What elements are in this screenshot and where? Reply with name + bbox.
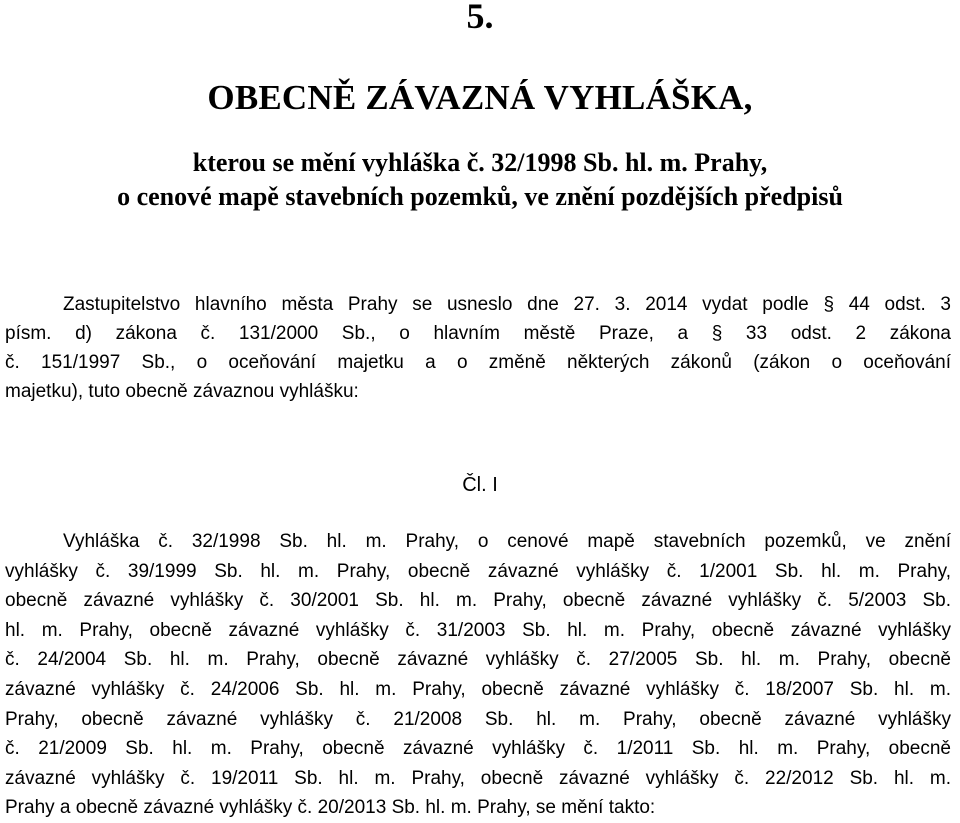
article-line: vyhlášky č. 39/1999 Sb. hl. m. Prahy, obecně závazné vyhlášky č. 1/2001 Sb. hl. m. Prahy, xyxy=(5,560,951,582)
article-line: závazné vyhlášky č. 19/2011 Sb. hl. m. Prahy, obecně závazné vyhlášky č. 22/2012 Sb. hl. m. xyxy=(5,767,951,789)
subtitle-line: kterou se mění vyhláška č. 32/1998 Sb. hl. m. Prahy, xyxy=(192,148,768,177)
preamble-line: č. 151/1997 Sb., o oceňování majetku a o změně některých zákonů (zákon o oceňování xyxy=(5,352,951,373)
article-paragraph xyxy=(5,527,951,823)
article-line: Prahy, obecně závazné vyhlášky č. 21/2008 Sb. hl. m. Prahy, obecně závazné vyhlášky xyxy=(5,708,951,730)
preamble-paragraph xyxy=(5,290,951,406)
subtitle-line: o cenové mapě stavebních pozemků, ve znění pozdějších předpisů xyxy=(117,182,843,211)
document-title: OBECNĚ ZÁVAZNÁ VYHLÁŠKA, xyxy=(207,78,753,117)
page-number: 5. xyxy=(466,0,494,36)
article-line: Vyhláška č. 32/1998 Sb. hl. m. Prahy, o cenové mapě stavebních pozemků, ve znění xyxy=(63,531,951,552)
preamble-line: Zastupitelstvo hlavního města Prahy se usneslo dne 27. 3. 2014 vydat podle § 44 odst. 3 xyxy=(63,294,951,315)
article-line: obecně závazné vyhlášky č. 30/2001 Sb. hl. m. Prahy, obecně závazné vyhlášky č. 5/2003 Sb. xyxy=(5,590,951,612)
document-subtitle xyxy=(0,146,960,214)
article-line: hl. m. Prahy, obecně závazné vyhlášky č. 31/2003 Sb. hl. m. Prahy, obecně závazné vyhlášky xyxy=(5,619,951,641)
article-line: č. 24/2004 Sb. hl. m. Prahy, obecně závazné vyhlášky č. 27/2005 Sb. hl. m. Prahy, obecně xyxy=(5,649,951,671)
preamble-line: majetku), tuto obecně závaznou vyhlášku: xyxy=(5,381,359,402)
preamble-line: písm. d) zákona č. 131/2000 Sb., o hlavním městě Praze, a § 33 odst. 2 zákona xyxy=(5,323,951,344)
article-line: č. 21/2009 Sb. hl. m. Prahy, obecně závazné vyhlášky č. 1/2011 Sb. hl. m. Prahy, obecně xyxy=(5,738,951,760)
article-heading: Čl. I xyxy=(462,474,498,496)
article-line: Prahy a obecně závazné vyhlášky č. 20/2013 Sb. hl. m. Prahy, se mění takto: xyxy=(5,797,656,819)
article-line: závazné vyhlášky č. 24/2006 Sb. hl. m. Prahy, obecně závazné vyhlášky č. 18/2007 Sb. hl. m. xyxy=(5,678,951,700)
